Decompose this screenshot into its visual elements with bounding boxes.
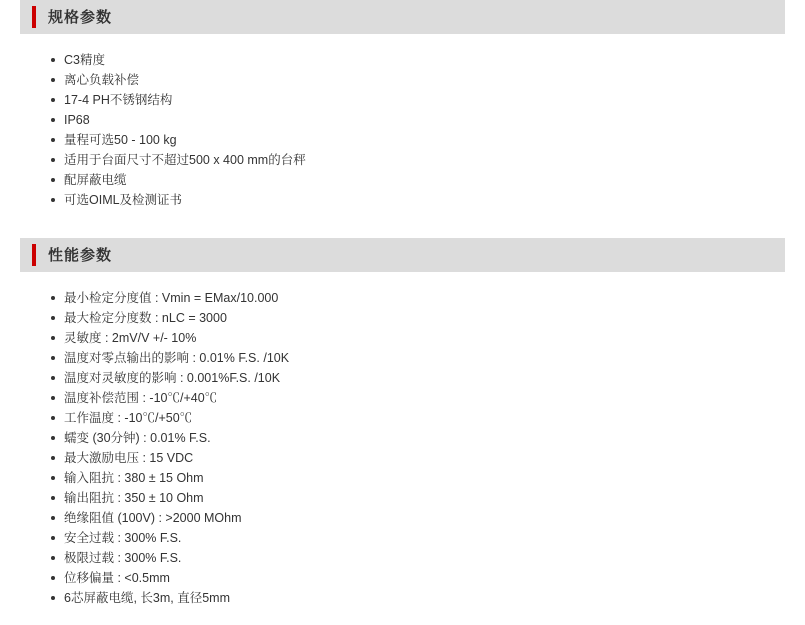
list-item: 位移偏量 : <0.5mm: [48, 568, 805, 588]
list-item: 17-4 PH不锈钢结构: [48, 90, 805, 110]
list-item: 输入阻抗 : 380 ± 15 Ohm: [48, 468, 805, 488]
list-item: 极限过载 : 300% F.S.: [48, 548, 805, 568]
list-item: 可选OIML及检测证书: [48, 190, 805, 210]
list-item: 最大检定分度数 : nLC = 3000: [48, 308, 805, 328]
performance-list: [48, 288, 805, 608]
list-item: 最小检定分度值 : Vmin = EMax/10.000: [48, 288, 805, 308]
accent-bar-icon: [32, 6, 36, 28]
specifications-list: [48, 50, 805, 210]
section-header-performance: [20, 238, 785, 272]
section-specifications: [0, 0, 805, 210]
list-item: 工作温度 : -10℃/+50℃: [48, 408, 805, 428]
list-item: 输出阻抗 : 350 ± 10 Ohm: [48, 488, 805, 508]
list-item: 温度补偿范围 : -10℃/+40℃: [48, 388, 805, 408]
list-item: 绝缘阻值 (100V) : >2000 MOhm: [48, 508, 805, 528]
accent-bar-icon: [32, 244, 36, 266]
list-item: IP68: [48, 110, 805, 130]
section-title: 性能参数: [48, 246, 113, 264]
section-spacer: [0, 210, 805, 238]
list-item: 蠕变 (30分钟) : 0.01% F.S.: [48, 428, 805, 448]
list-item: C3精度: [48, 50, 805, 70]
specifications-list-container: [48, 50, 805, 210]
list-item: 配屏蔽电缆: [48, 170, 805, 190]
section-header-specifications: [20, 0, 785, 34]
list-item: 最大激励电压 : 15 VDC: [48, 448, 805, 468]
section-title: 规格参数: [48, 8, 113, 26]
list-item: 温度对零点输出的影响 : 0.01% F.S. /10K: [48, 348, 805, 368]
performance-list-container: [48, 288, 805, 608]
list-item: 6芯屏蔽电缆, 长3m, 直径5mm: [48, 588, 805, 608]
list-item: 灵敏度 : 2mV/V +/- 10%: [48, 328, 805, 348]
list-item: 量程可选50 - 100 kg: [48, 130, 805, 150]
list-item: 安全过载 : 300% F.S.: [48, 528, 805, 548]
section-performance: [0, 238, 805, 608]
list-item: 温度对灵敏度的影响 : 0.001%F.S. /10K: [48, 368, 805, 388]
list-item: 适用于台面尺寸不超过500 x 400 mm的台秤: [48, 150, 805, 170]
list-item: 离心负载补偿: [48, 70, 805, 90]
